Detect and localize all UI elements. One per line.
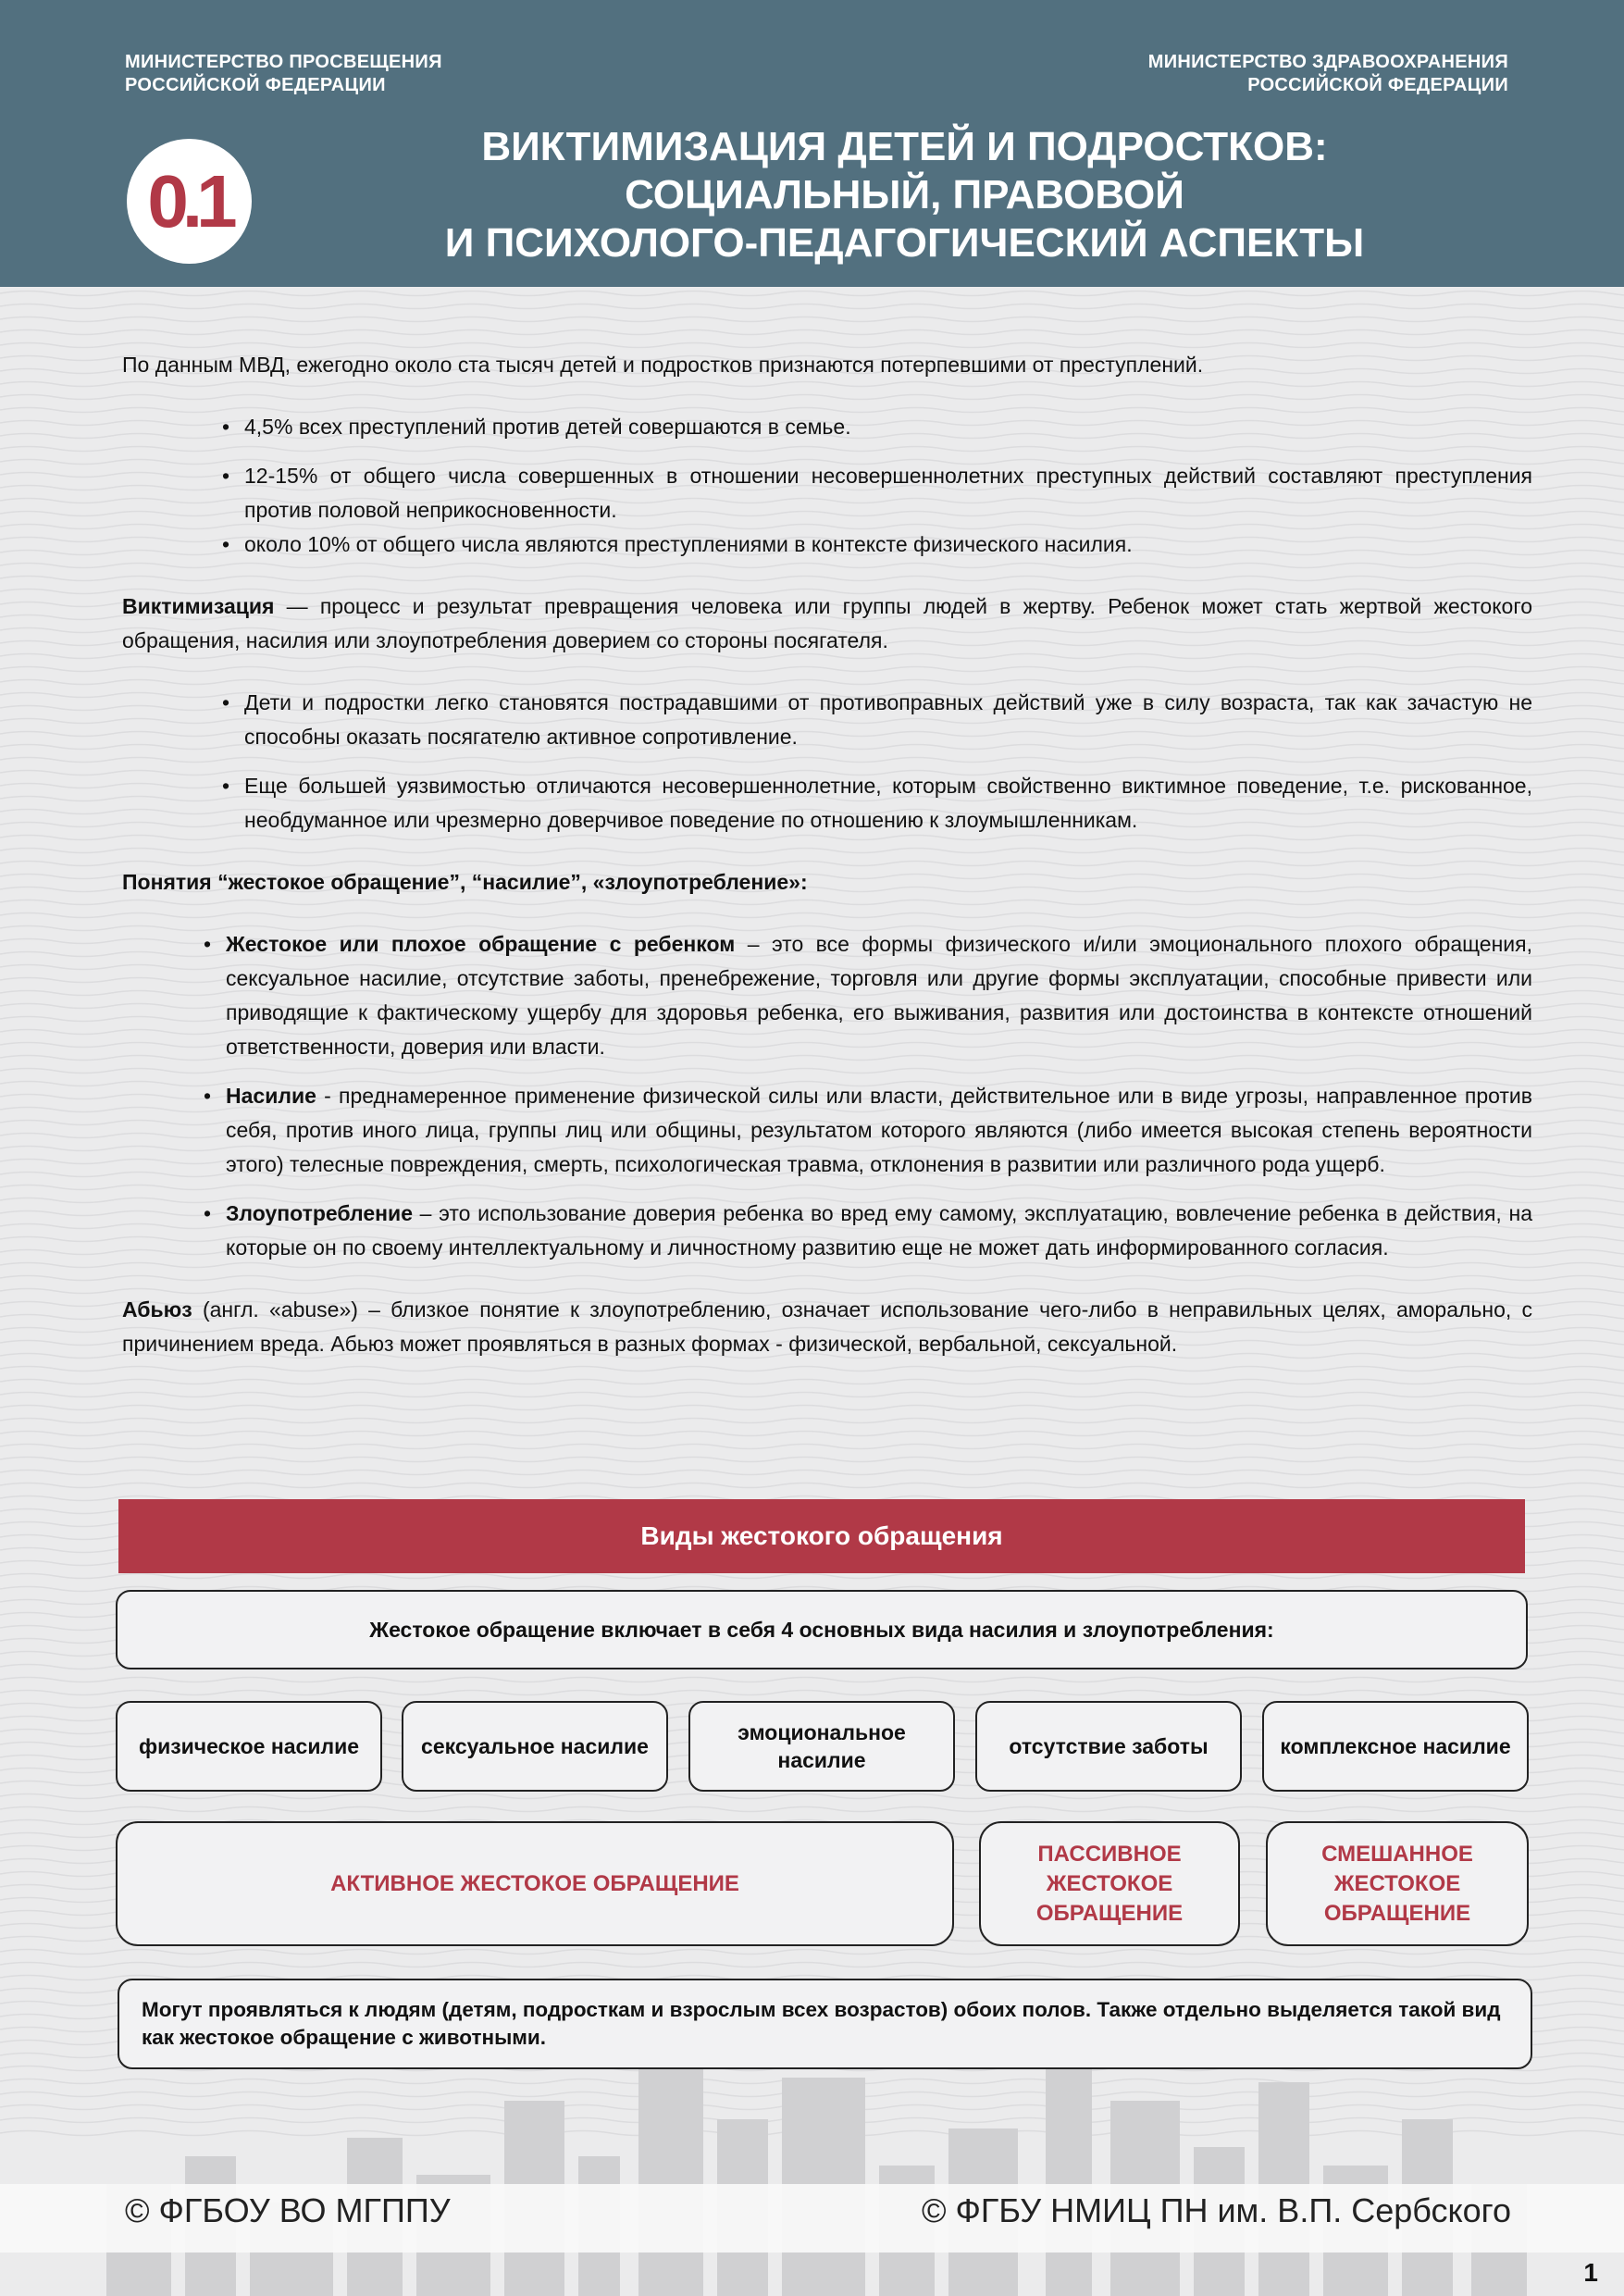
list-item: • 4,5% всех преступлений против детей совершаются в семье.: [244, 410, 1532, 444]
type-physical-box: физическое насилие: [116, 1701, 382, 1792]
list-item: • Дети и подростки легко становятся пострадавшими от противоправных действий уже в силу возраста, так как зачастую не способны оказать посягателю активное сопротивление.: [244, 686, 1532, 754]
note-box: Могут проявляться к людям (детям, подросткам и взрослым всех возрастов) обоих полов. Также отдельно выделяется такой вид как жестокое обращение с животными.: [118, 1979, 1532, 2069]
diagram-banner: Виды жестокого обращения: [118, 1499, 1525, 1573]
section-number-badge: 0.1: [127, 139, 252, 264]
list-item: • Жестокое или плохое обращение с ребенком – это все формы физического и/или эмоционального плохого обращения, сексуальное насилие, отсутствие заботы, пренебрежение, торговля или другие формы эксплуатации, способные привести или приводящие к фактическому ущербу для здоровья ребенка, его выживания, развития или достоинства в контексте отношений ответственности, доверия или власти.: [226, 927, 1532, 1064]
page-title: ВИКТИМИЗАЦИЯ ДЕТЕЙ И ПОДРОСТКОВ: СОЦИАЛЬНЫЙ, ПРАВОВОЙ И ПСИХОЛОГО-ПЕДАГОГИЧЕСКИЙ АСПЕКТЫ: [444, 124, 1365, 266]
type-emotional-box: эмоциональное насилие: [688, 1701, 955, 1792]
type-neglect-box: отсутствие заботы: [975, 1701, 1242, 1792]
stats-list: [122, 410, 1532, 562]
ministry-education-label: МИНИСТЕРСТВО ПРОСВЕЩЕНИЯ РОССИЙСКОЙ ФЕДЕРАЦИИ: [125, 52, 442, 95]
list-item: • Злоупотребление – это использование доверия ребенка во вред ему самому, эксплуатацию, вовлечение ребенка в действия, на которые он по своему интеллектуальному и личностному развитию еще не может дать информированного согласия.: [226, 1197, 1532, 1265]
active-abuse-box: АКТИВНОЕ ЖЕСТОКОЕ ОБРАЩЕНИЕ: [116, 1821, 954, 1946]
city-skyline-decoration: [0, 2064, 1624, 2296]
type-sexual-box: сексуальное насилие: [402, 1701, 668, 1792]
footer-copyright-left: © ФГБОУ ВО МГППУ: [125, 2191, 451, 2229]
main-text: [122, 348, 1532, 1361]
list-item: • Еще большей уязвимостью отличаются несовершеннолетние, которым свойственно виктимное поведение, т.е. рискованное, необдуманное или чрезмерно доверчивое поведение по отношению к злоумышленникам.: [244, 769, 1532, 838]
intro-paragraph: По данным МВД, ежегодно около ста тысяч детей и подростков признаются потерпевшими от преступлений.: [122, 353, 1204, 377]
victimization-definition: Виктимизация — процесс и результат превращения человека или группы людей в жертву. Ребенок может стать жертвой жестокого обращения, насилия или злоупотребления доверием со стороны посягателя.: [122, 594, 1532, 652]
abuse-definition: Абьюз (англ. «abuse») – близкое понятие к злоупотреблению, означает использование чего-либо в неправильных целях, аморально, с причинением вреда. Абьюз может проявляться в разных формах - физической, вербальной, сексуальной.: [122, 1297, 1532, 1356]
footer-copyright-right: © ФГБУ НМИЦ ПН им. В.П. Сербского: [922, 2191, 1511, 2229]
page-number: 1: [1583, 2258, 1598, 2287]
passive-abuse-box: ПАССИВНОЕ ЖЕСТОКОЕ ОБРАЩЕНИЕ: [979, 1821, 1240, 1946]
list-item: • 12-15% от общего числа совершенных в отношении несовершеннолетних преступных действий составляют преступления против половой неприкосновенности.: [244, 459, 1532, 527]
concepts-heading: Понятия “жестокое обращение”, “насилие”, «злоупотребление»:: [122, 870, 808, 894]
page-header: [0, 0, 1624, 287]
mixed-abuse-box: СМЕШАННОЕ ЖЕСТОКОЕ ОБРАЩЕНИЕ: [1266, 1821, 1529, 1946]
list-item: • около 10% от общего числа являются преступлениями в контексте физического насилия.: [244, 527, 1532, 562]
victim-points-list: [122, 686, 1532, 838]
type-complex-box: комплексное насилие: [1262, 1701, 1529, 1792]
concepts-list: [122, 927, 1532, 1265]
list-item: • Насилие - преднамеренное применение физической силы или власти, действительное или в виде угрозы, направленное против себя, против иного лица, группы лиц или общины, результатом которого являются (либо имеется высокая степень вероятности этого) телесные повреждения, смерть, психологическая травма, отклонения в развитии или различного рода ущерб.: [226, 1079, 1532, 1182]
ministry-health-label: МИНИСТЕРСТВО ЗДРАВООХРАНЕНИЯ РОССИЙСКОЙ ФЕДЕРАЦИИ: [1147, 52, 1508, 95]
includes-box: Жестокое обращение включает в себя 4 основных вида насилия и злоупотребления:: [116, 1590, 1528, 1669]
